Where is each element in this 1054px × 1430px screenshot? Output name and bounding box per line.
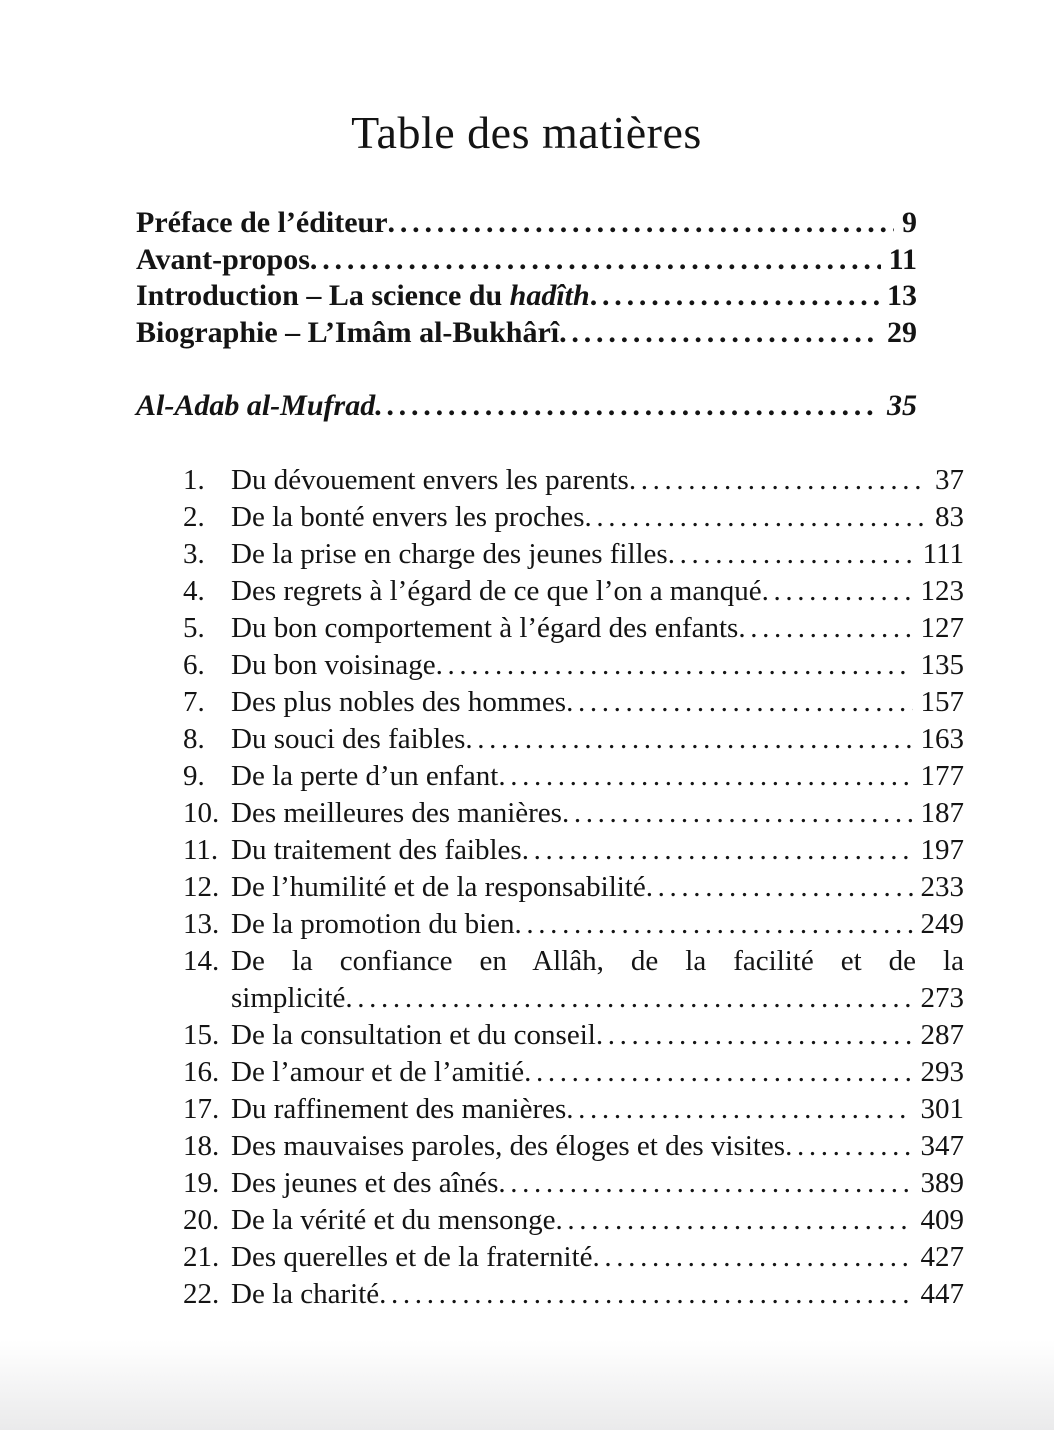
chapter-title: Du bon voisinage: [231, 649, 436, 681]
chapter-number: 13.: [183, 908, 220, 940]
dot-leader: [498, 758, 912, 795]
toc-chapter-row-continuation: [136, 980, 964, 1017]
chapter-number: 22.: [183, 1278, 220, 1310]
chapter-title: Des plus nobles des hommes: [231, 686, 567, 718]
entry-title: Avant-propos: [136, 242, 310, 276]
entry-title-italic: hadîth: [509, 279, 590, 312]
chapter-title: De la consultation et du conseil: [231, 1019, 596, 1051]
chapter-title: Des jeunes et des aînés: [231, 1167, 499, 1199]
dot-leader: [593, 1239, 913, 1276]
chapter-page-number: 293: [920, 1056, 964, 1088]
dot-leader: [562, 795, 913, 832]
chapter-page-number: 427: [920, 1241, 964, 1273]
chapter-number: 17.: [183, 1093, 220, 1125]
chapter-title: De la prise en charge des jeunes filles: [231, 538, 668, 570]
chapter-number: 2.: [183, 501, 205, 533]
chapter-title: De la perte d’un enfant: [231, 760, 499, 792]
toc-chapter-row: [136, 1054, 964, 1091]
chapter-page-number: 187: [920, 797, 964, 829]
entry-title: Préface de l’éditeur: [136, 206, 388, 239]
toc-chapter-row: [136, 721, 964, 758]
dot-leader: [436, 647, 913, 684]
toc-chapter-row: [136, 1239, 964, 1276]
toc-front-row: [136, 278, 917, 315]
chapter-title: Du dévouement envers les parents: [231, 464, 629, 496]
chapter-page-number: 83: [935, 501, 964, 533]
toc-chapter-row: [136, 499, 964, 536]
chapter-number: 15.: [183, 1019, 220, 1051]
toc-front-row: [136, 315, 917, 352]
toc-chapter-row: [136, 758, 964, 795]
chapter-page-number: 135: [920, 649, 964, 681]
chapter-title: De l’humilité et de la responsabilité: [231, 871, 646, 903]
toc-chapter-row: [136, 647, 964, 684]
entry-page-number: 11: [888, 242, 917, 276]
section-page-number: 35: [887, 389, 917, 422]
entry-page-number: 29: [887, 315, 917, 349]
chapter-title: De la promotion du bien: [231, 908, 515, 940]
dot-leader: [559, 315, 879, 352]
toc-chapter-row: [136, 1017, 964, 1054]
front-matter-list: [136, 205, 917, 351]
dot-leader: [556, 1202, 913, 1239]
toc-chapter-row: [136, 684, 964, 721]
chapter-page-number: 233: [920, 871, 964, 903]
chapter-title: De la charité: [231, 1278, 380, 1310]
dot-leader: [762, 573, 913, 610]
entry-page-number: 9: [902, 206, 917, 239]
toc-chapter-row: [136, 1276, 964, 1313]
entry-title: Biographie – L’Imâm al-Bukhârî: [136, 315, 560, 349]
dot-leader: [524, 1054, 912, 1091]
chapter-page-number: 273: [920, 982, 964, 1014]
dot-leader: [388, 205, 894, 242]
chapter-title: Du souci des faibles: [231, 723, 466, 755]
chapter-number: 5.: [183, 612, 205, 644]
dot-leader: [646, 869, 913, 906]
toc-chapter-row: [136, 573, 964, 610]
dot-leader: [375, 388, 879, 425]
chapter-number: 10.: [183, 797, 220, 829]
toc-chapter-row: [136, 1202, 964, 1239]
chapter-page-number: 287: [920, 1019, 964, 1051]
chapter-number: 7.: [183, 686, 205, 718]
toc-chapter-row: [136, 869, 964, 906]
chapter-number: 1.: [183, 464, 205, 496]
chapter-title: De la vérité et du mensonge: [231, 1204, 556, 1236]
dot-leader: [465, 721, 912, 758]
chapter-title: De la bonté envers les proches: [231, 501, 585, 533]
chapter-page-number: 163: [920, 723, 964, 755]
chapter-number: 3.: [183, 538, 205, 570]
chapter-title: Du raffinement des manières: [231, 1093, 567, 1125]
dot-leader: [738, 610, 912, 647]
entry-page-number: 13: [887, 279, 917, 312]
chapter-title-line2: simplicité: [231, 982, 346, 1014]
toc-chapter-row: [136, 610, 964, 647]
dot-leader: [585, 499, 927, 536]
toc-chapter-row: [136, 795, 964, 832]
dot-leader: [590, 278, 879, 315]
chapter-number: 12.: [183, 871, 220, 903]
toc-chapter-row: [136, 943, 964, 980]
chapter-number: 14.: [183, 945, 220, 977]
chapter-number: 16.: [183, 1056, 220, 1088]
dot-leader: [310, 242, 881, 279]
dot-leader: [379, 1276, 912, 1313]
toc-chapter-row: [136, 832, 964, 869]
chapter-title: Des querelles et de la fraternité: [231, 1241, 593, 1273]
toc-chapter-row: [136, 1091, 964, 1128]
chapter-page-number: 123: [920, 575, 964, 607]
chapter-title: Du traitement des faibles: [231, 834, 522, 866]
toc-section-row: [136, 388, 917, 425]
toc-chapter-row: [136, 906, 964, 943]
chapter-page-number: 347: [920, 1130, 964, 1162]
chapter-page-number: 389: [920, 1167, 964, 1199]
dot-leader: [498, 1165, 912, 1202]
chapter-number: 21.: [183, 1241, 220, 1273]
chapter-page-number: 157: [920, 686, 964, 718]
section-heading-row-block: [136, 388, 917, 425]
chapter-page-number: 301: [920, 1093, 964, 1125]
dot-leader: [522, 832, 913, 869]
chapter-page-number: 197: [920, 834, 964, 866]
toc-chapter-row: [136, 1128, 964, 1165]
dot-leader: [566, 684, 912, 721]
chapter-number: 11.: [183, 834, 219, 866]
section-title: Al-Adab al-Mufrad: [136, 389, 376, 422]
chapter-page-number: 249: [920, 908, 964, 940]
toc-chapter-row: [136, 462, 964, 499]
chapter-number: 20.: [183, 1204, 220, 1236]
toc-chapter-row: [136, 1165, 964, 1202]
chapter-title: Des mauvaises paroles, des éloges et des visites: [231, 1130, 786, 1162]
chapter-number: 18.: [183, 1130, 220, 1162]
page-title: Table des matières: [351, 107, 702, 158]
chapter-page-number: 177: [920, 760, 964, 792]
dot-leader: [785, 1128, 912, 1165]
chapter-title-line1: De la confiance en Allâh, de la facilité et de la: [231, 945, 964, 977]
dot-leader: [345, 980, 912, 1017]
chapter-page-number: 111: [922, 538, 964, 570]
chapter-page-number: 127: [920, 612, 964, 644]
chapter-number: 6.: [183, 649, 205, 681]
toc-chapter-row: [136, 536, 964, 573]
toc-front-row: [136, 205, 917, 242]
chapter-number: 4.: [183, 575, 205, 607]
chapter-number: 8.: [183, 723, 205, 755]
dot-leader: [515, 906, 913, 943]
chapter-page-number: 447: [920, 1278, 964, 1310]
chapter-number: 9.: [183, 760, 205, 792]
chapter-list: [136, 462, 964, 1313]
chapter-page-number: 409: [920, 1204, 964, 1236]
chapter-title: De l’amour et de l’amitié: [231, 1056, 525, 1088]
chapter-title: Du bon comportement à l’égard des enfants: [231, 612, 739, 644]
chapter-title: Des meilleures des manières: [231, 797, 562, 829]
dot-leader: [668, 536, 915, 573]
dot-leader: [596, 1017, 913, 1054]
chapter-title: Des regrets à l’égard de ce que l’on a manqué: [231, 575, 762, 607]
toc-front-row: [136, 242, 917, 279]
chapter-number: 19.: [183, 1167, 220, 1199]
dot-leader: [566, 1091, 912, 1128]
entry-title: [136, 278, 590, 315]
chapter-page-number: 37: [935, 464, 964, 496]
entry-title-text: Introduction – La science du: [136, 279, 510, 312]
dot-leader: [629, 462, 927, 499]
